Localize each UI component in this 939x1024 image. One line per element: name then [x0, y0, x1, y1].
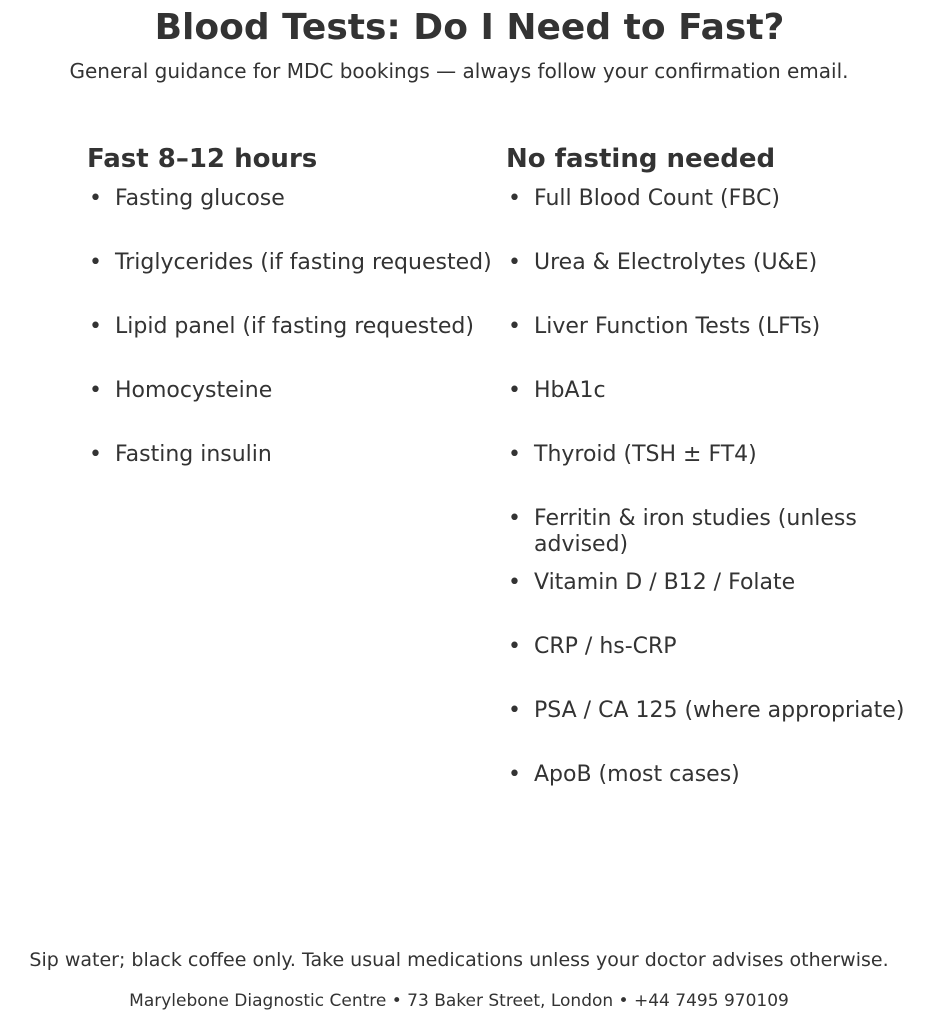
- footer-note: Sip water; black coffee only. Take usual medications unless your doctor advises otherwise.: [29, 949, 889, 971]
- fasting-heading: Fast 8–12 hours: [87, 144, 318, 174]
- list-item-label: Thyroid (TSH ± FT4): [534, 442, 757, 467]
- list-item-label: Homocysteine: [115, 378, 273, 403]
- list-item-label: ApoB (most cases): [534, 762, 740, 787]
- list-item: [506, 570, 936, 596]
- bullet-icon: •: [89, 378, 102, 403]
- bullet-icon: •: [89, 250, 102, 275]
- bullet-icon: •: [508, 570, 521, 595]
- list-item-label: CRP / hs-CRP: [534, 634, 677, 659]
- list-item: [506, 762, 936, 788]
- bullet-icon: •: [508, 442, 521, 467]
- list-item: [506, 378, 936, 404]
- list-item-label: Fasting glucose: [115, 186, 285, 211]
- bullet-icon: •: [508, 506, 521, 531]
- bullet-icon: •: [508, 634, 521, 659]
- list-item-label: PSA / CA 125 (where appropriate): [534, 698, 905, 723]
- no-fasting-column: [506, 142, 936, 826]
- bullet-icon: •: [508, 314, 521, 339]
- bullet-icon: •: [508, 378, 521, 403]
- fasting-column: [87, 142, 507, 506]
- list-item: [506, 506, 936, 558]
- list-item: [87, 250, 507, 276]
- list-item: [506, 442, 936, 468]
- list-item: [506, 250, 936, 276]
- list-item-label: Ferritin & iron studies (unless advised): [534, 506, 857, 557]
- bullet-icon: •: [89, 186, 102, 211]
- page-subtitle: General guidance for MDC bookings — always follow your confirmation email.: [69, 59, 849, 83]
- bullet-icon: •: [89, 314, 102, 339]
- list-item-label: HbA1c: [534, 378, 606, 403]
- fasting-list: [87, 186, 507, 468]
- list-item: [87, 314, 507, 340]
- no-fasting-heading: No fasting needed: [506, 144, 776, 174]
- list-item-label: Urea & Electrolytes (U&E): [534, 250, 818, 275]
- list-item: [506, 186, 936, 212]
- list-item-label: Fasting insulin: [115, 442, 272, 467]
- list-item: [87, 442, 507, 468]
- list-item-label: Full Blood Count (FBC): [534, 186, 780, 211]
- bullet-icon: •: [89, 442, 102, 467]
- list-item: [87, 186, 507, 212]
- bullet-icon: •: [508, 698, 521, 723]
- list-item-label: Liver Function Tests (LFTs): [534, 314, 821, 339]
- list-item: [506, 314, 936, 340]
- list-item: [87, 378, 507, 404]
- no-fasting-list: [506, 186, 936, 788]
- bullet-icon: •: [508, 186, 521, 211]
- page-title: Blood Tests: Do I Need to Fast?: [154, 7, 785, 48]
- bullet-icon: •: [508, 762, 521, 787]
- list-item: [506, 634, 936, 660]
- list-item-label: Lipid panel (if fasting requested): [115, 314, 474, 339]
- list-item-label: Vitamin D / B12 / Folate: [534, 570, 796, 595]
- list-item-label: Triglycerides (if fasting requested): [115, 250, 492, 275]
- list-item: [506, 698, 936, 724]
- bullet-icon: •: [508, 250, 521, 275]
- footer-contact: Marylebone Diagnostic Centre • 73 Baker Street, London • +44 7495 970109: [129, 991, 789, 1011]
